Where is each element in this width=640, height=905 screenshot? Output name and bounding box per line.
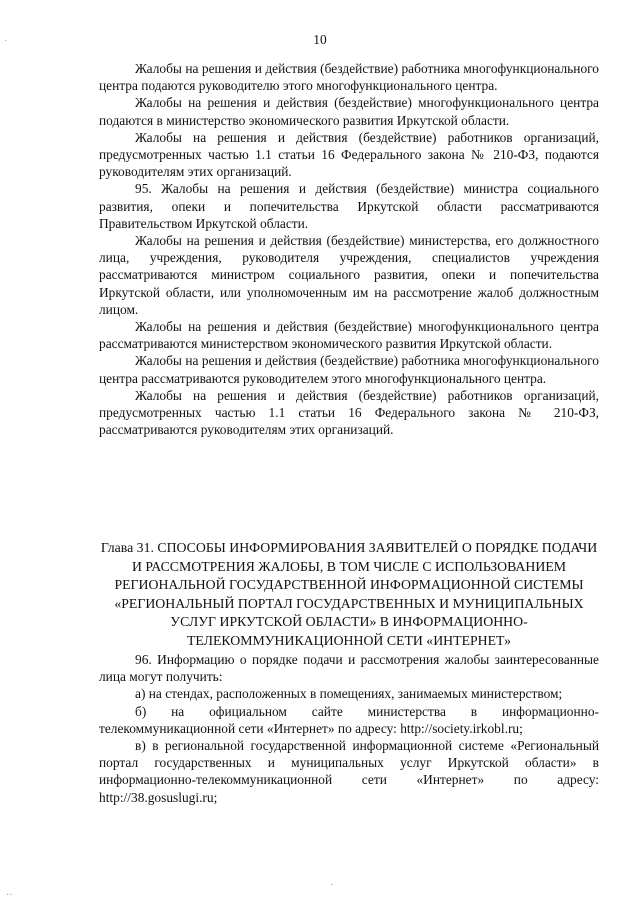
list-item-b-official-site: б) на официальном сайте министерства в информационно-телекоммуникационной сети «Интернет» по адресу: http://society.irkobl.ru; — [99, 703, 599, 736]
scan-mark: · — [4, 36, 8, 47]
list-item-v-regional-portal: в) в региональной государственной информационной системе «Региональный портал государственных и муниципальных услуг Иркутской области» в информационно-телекоммуникационной сети «Интернет» по адресу: http://38.gosuslugi.ru; — [99, 738, 599, 805]
scan-mark: · — [330, 880, 334, 891]
chapter-heading: Глава 31. СПОСОБЫ ИНФОРМИРОВАНИЯ ЗАЯВИТЕЛЕЙ О ПОРЯДКЕ ПОДАЧИ И РАССМОТРЕНИЯ ЖАЛОБЫ, В ТОМ ЧИСЛЕ С ИСПОЛЬЗОВАНИЕМ РЕГИОНАЛЬНОЙ ГОСУДАРСТВЕННОЙ ИНФОРМАЦИОННОЙ СИСТЕМЫ «РЕГИОНАЛЬНЫЙ ПОРТАЛ ГОСУДАРСТВЕННЫХ И МУНИЦИПАЛЬНЫХ УСЛУГ ИРКУТСКОЙ ОБЛАСТИ» В ИНФОРМАЦИОННО-ТЕЛЕКОММУНИКАЦИОННОЙ СЕТИ «ИНТЕРНЕТ» — [100, 540, 598, 648]
page-number: 10 — [313, 32, 327, 47]
paragraph-ministry-complaints-reviewed: Жалобы на решения и действия (бездействие) министерства, его должностного лица, учреждения, руководителя учреждения, специалистов учреждения рассматриваются министром социального развития, опеки и попечительства Иркутской области, или уполномоченным им на рассмотрение жалоб должностным лицом. — [99, 233, 599, 317]
scan-mark: ·· — [6, 890, 13, 901]
paragraph-mfc-complaints-filed: Жалобы на решения и действия (бездействие) многофункционального центра подаются в министерство экономического развития Иркутской области. — [99, 95, 599, 128]
paragraph-mfc-worker-complaints-reviewed: Жалобы на решения и действия (бездействие) работника многофункционального центра рассматриваются руководителем этого многофункционального центра. — [99, 353, 599, 386]
paragraph-95-minister-complaints: 95. Жалобы на решения и действия (бездействие) министра социального развития, опеки и попечительства Иркутской области рассматриваются Правительством Иркутской области. — [99, 181, 599, 231]
list-item-a-stands: а) на стендах, расположенных в помещениях, занимаемых министерством; — [135, 686, 563, 702]
bottom-text-block — [99, 651, 599, 806]
paragraph-organization-complaints-reviewed: Жалобы на решения и действия (бездействие) работников организаций, предусмотренных частью 1.1 статьи 16 Федерального закона № 210-ФЗ, рассматриваются руководителям этих организаций. — [99, 387, 599, 438]
paragraph-mfc-worker-complaints-filed: Жалобы на решения и действия (бездействие) работника многофункционального центра подаются руководителю этого многофункционального центра. — [99, 61, 599, 94]
top-text-block — [99, 60, 599, 438]
paragraph-96-information: 96. Информацию о порядке подачи и рассмотрения жалобы заинтересованные лица могут получить: — [99, 652, 599, 685]
paragraph-organization-complaints-filed: Жалобы на решения и действия (бездействие) работников организаций, предусмотренных частью 1.1 статьи 16 Федерального закона № 210-ФЗ, подаются руководителям этих организаций. — [99, 129, 599, 180]
paragraph-mfc-complaints-reviewed: Жалобы на решения и действия (бездействие) многофункционального центра рассматриваются министерством экономического развития Иркутской области. — [99, 319, 599, 352]
